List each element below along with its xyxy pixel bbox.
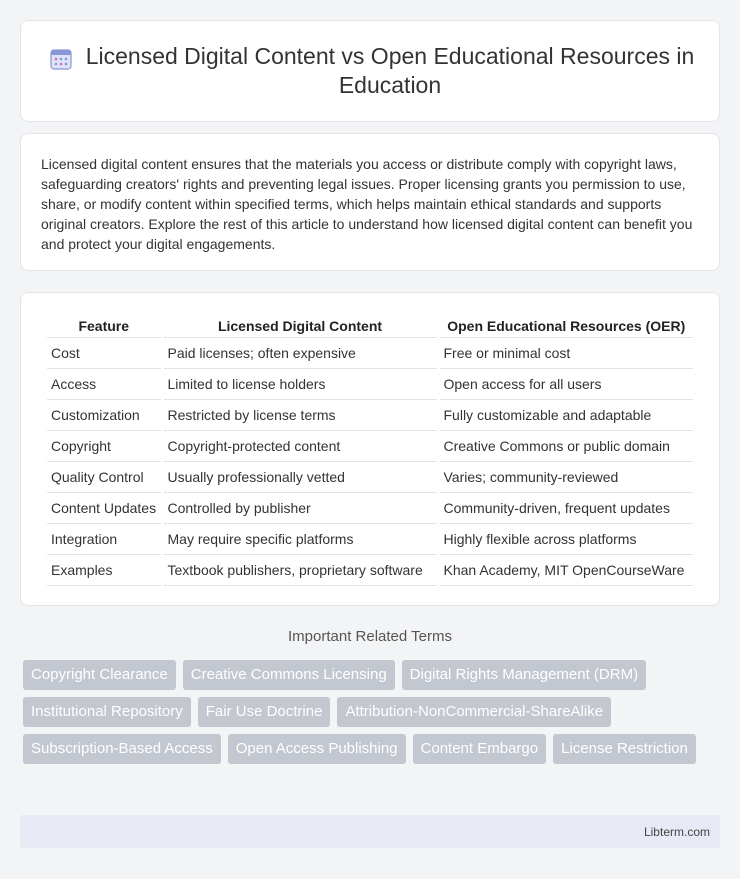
intro-paragraph: Licensed digital content ensures that the materials you access or distribute comply with copyright laws, safeguarding creators' rights and preventing legal issues. Proper licensing grants you permission to use, share, or modify content within specified terms, which helps maintain ethical standards and supports original creators. Explore the rest of this article to understand how licensed digital content can benefit you and protect your digital engagements. [41, 156, 693, 252]
cell-feature: Quality Control [47, 461, 162, 492]
comparison-card [20, 292, 720, 606]
cell-oer: Varies; community-reviewed [438, 461, 693, 492]
footer-site[interactable]: Libterm.com [643, 824, 710, 839]
title-card [20, 20, 720, 122]
table-row [47, 554, 693, 585]
cell-oer: Khan Academy, MIT OpenCourseWare [438, 554, 693, 585]
cell-licensed: Limited to license holders [162, 368, 438, 399]
cell-feature: Integration [47, 523, 162, 554]
related-term-tag[interactable]: Copyright Clearance [23, 660, 176, 690]
cell-oer: Highly flexible across platforms [438, 523, 693, 554]
header-feature: Feature [47, 313, 162, 337]
cell-licensed: Paid licenses; often expensive [162, 337, 438, 368]
cell-feature: Content Updates [47, 492, 162, 523]
cell-oer: Open access for all users [438, 368, 693, 399]
cell-feature: Examples [47, 554, 162, 585]
related-terms-list [23, 660, 723, 764]
related-term-tag[interactable]: Subscription-Based Access [23, 734, 221, 764]
cell-licensed: May require specific platforms [162, 523, 438, 554]
cell-oer: Fully customizable and adaptable [438, 399, 693, 430]
table-row [47, 523, 693, 554]
cell-feature: Copyright [47, 430, 162, 461]
related-term-tag[interactable]: Attribution-NonCommercial-ShareAlike [337, 697, 611, 727]
table-row [47, 492, 693, 523]
table-row [47, 430, 693, 461]
footer [20, 815, 720, 848]
cell-feature: Cost [47, 337, 162, 368]
related-term-tag[interactable]: Institutional Repository [23, 697, 191, 727]
cell-licensed: Copyright-protected content [162, 430, 438, 461]
cell-feature: Customization [47, 399, 162, 430]
related-terms-heading: Important Related Terms [288, 628, 452, 645]
intro-card [20, 133, 720, 271]
table-row [47, 399, 693, 430]
cell-licensed: Restricted by license terms [162, 399, 438, 430]
table-row [47, 368, 693, 399]
table-header-row [47, 313, 693, 337]
table-row [47, 461, 693, 492]
cell-oer: Creative Commons or public domain [438, 430, 693, 461]
related-term-tag[interactable]: Creative Commons Licensing [183, 660, 395, 690]
related-term-tag[interactable]: License Restriction [553, 734, 696, 764]
header-oer: Open Educational Resources (OER) [438, 313, 693, 337]
header-licensed: Licensed Digital Content [162, 313, 438, 337]
cell-licensed: Controlled by publisher [162, 492, 438, 523]
related-term-tag[interactable]: Digital Rights Management (DRM) [402, 660, 646, 690]
cell-licensed: Usually professionally vetted [162, 461, 438, 492]
cell-oer: Community-driven, frequent updates [438, 492, 693, 523]
related-term-tag[interactable]: Fair Use Doctrine [198, 697, 331, 727]
cell-oer: Free or minimal cost [438, 337, 693, 368]
cell-feature: Access [47, 368, 162, 399]
table-row [47, 337, 693, 368]
cell-licensed: Textbook publishers, proprietary software [162, 554, 438, 585]
related-term-tag[interactable]: Content Embargo [413, 734, 547, 764]
related-term-tag[interactable]: Open Access Publishing [228, 734, 406, 764]
page-title: Licensed Digital Content vs Open Educational Resources in Education [85, 43, 695, 98]
comparison-table [47, 313, 693, 586]
